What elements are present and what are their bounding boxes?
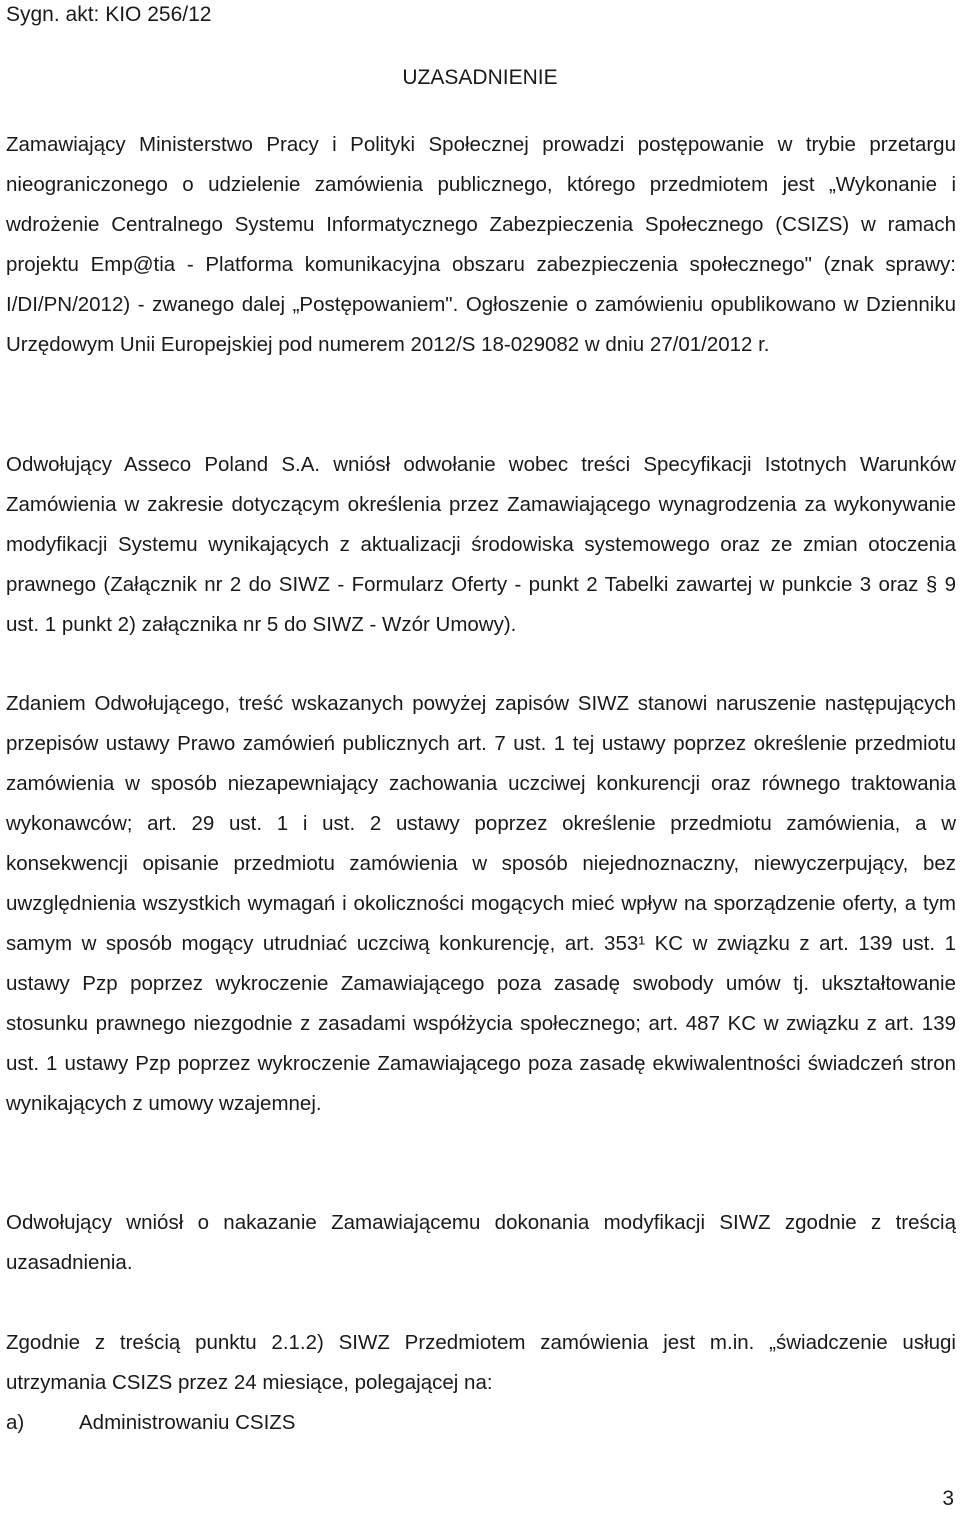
paragraph-subject: Zgodnie z treścią punktu 2.1.2) SIWZ Przedmiotem zamówienia jest m.in. „świadczenie usługi utrzymania CSIZS przez 24 miesiące, polegającej na: — [6, 1331, 956, 1394]
list-item — [6, 1403, 295, 1443]
paragraph-request: Odwołujący wniósł o nakazanie Zamawiającemu dokonania modyfikacji SIWZ zgodnie z treścią uzasadnienia. — [6, 1211, 956, 1274]
paragraph-proceedings: Zamawiający Ministerstwo Pracy i Polityki Społecznej prowadzi postępowanie w trybie przetargu nieograniczonego o udzielenie zamówienia publicznego, którego przedmiotem jest „Wykonanie i wdrożenie Centralnego Systemu Informatycznego Zabezpieczenia Społecznego (CSIZS) w ramach projektu Emp@tia - Platforma komunikacyjna obszaru zabezpieczenia społecznego" (znak sprawy: I/DI/PN/2012) - zwanego dalej „Postępowaniem". Ogłoszenie o zamówieniu opublikowano w Dzienniku Urzędowym Unii Europejskiej pod numerem 2012/S 18-029082 w dniu 27/01/2012 r. — [6, 133, 956, 356]
list-marker: a) — [6, 1411, 25, 1434]
case-signature: Sygn. akt: KIO 256/12 — [6, 3, 212, 26]
paragraph-appeal: Odwołujący Asseco Poland S.A. wniósł odwołanie wobec treści Specyfikacji Istotnych Warunków Zamówienia w zakresie dotyczącym określenia przez Zamawiającego wynagrodzenia za wykonywanie modyfikacji Systemu wynikających z aktualizacji środowiska systemowego oraz ze zmian otoczenia prawnego (Załącznik nr 2 do SIWZ - Formularz Oferty - punkt 2 Tabelki zawartej w punkcie 3 oraz § 9 ust. 1 punkt 2) załącznika nr 5 do SIWZ - Wzór Umowy). — [6, 453, 956, 636]
list-item-text: Administrowaniu CSIZS — [79, 1411, 296, 1434]
paragraph-violations: Zdaniem Odwołującego, treść wskazanych powyżej zapisów SIWZ stanowi naruszenie następujących przepisów ustawy Prawo zamówień publicznych art. 7 ust. 1 tej ustawy poprzez określenie przedmiotu zamówienia w sposób niezapewniający zachowania uczciwej konkurencji oraz równego traktowania wykonawców; art. 29 ust. 1 i ust. 2 ustawy poprzez określenie przedmiotu zamówienia, a w konsekwencji opisanie przedmiotu zamówienia w sposób niejednoznaczny, niewyczerpujący, bez uwzględnienia wszystkich wymagań i okoliczności mogących mieć wpływ na sporządzenie oferty, a tym samym w sposób mogący utrudniać uczciwą konkurencję, art. 353¹ KC w związku z art. 139 ust. 1 ustawy Pzp poprzez wykroczenie Zamawiającego poza zasadę swobody umów tj. ukształtowanie stosunku prawnego niezgodnie z zasadami współżycia społecznego; art. 487 KC w związku z art. 139 ust. 1 ustawy Pzp poprzez wykroczenie Zamawiającego poza zasadę ekwiwalentności świadczeń stron wynikających z umowy wzajemnej. — [6, 692, 956, 1115]
section-heading: UZASADNIENIE — [402, 66, 558, 89]
page-number: 3 — [942, 1487, 954, 1510]
